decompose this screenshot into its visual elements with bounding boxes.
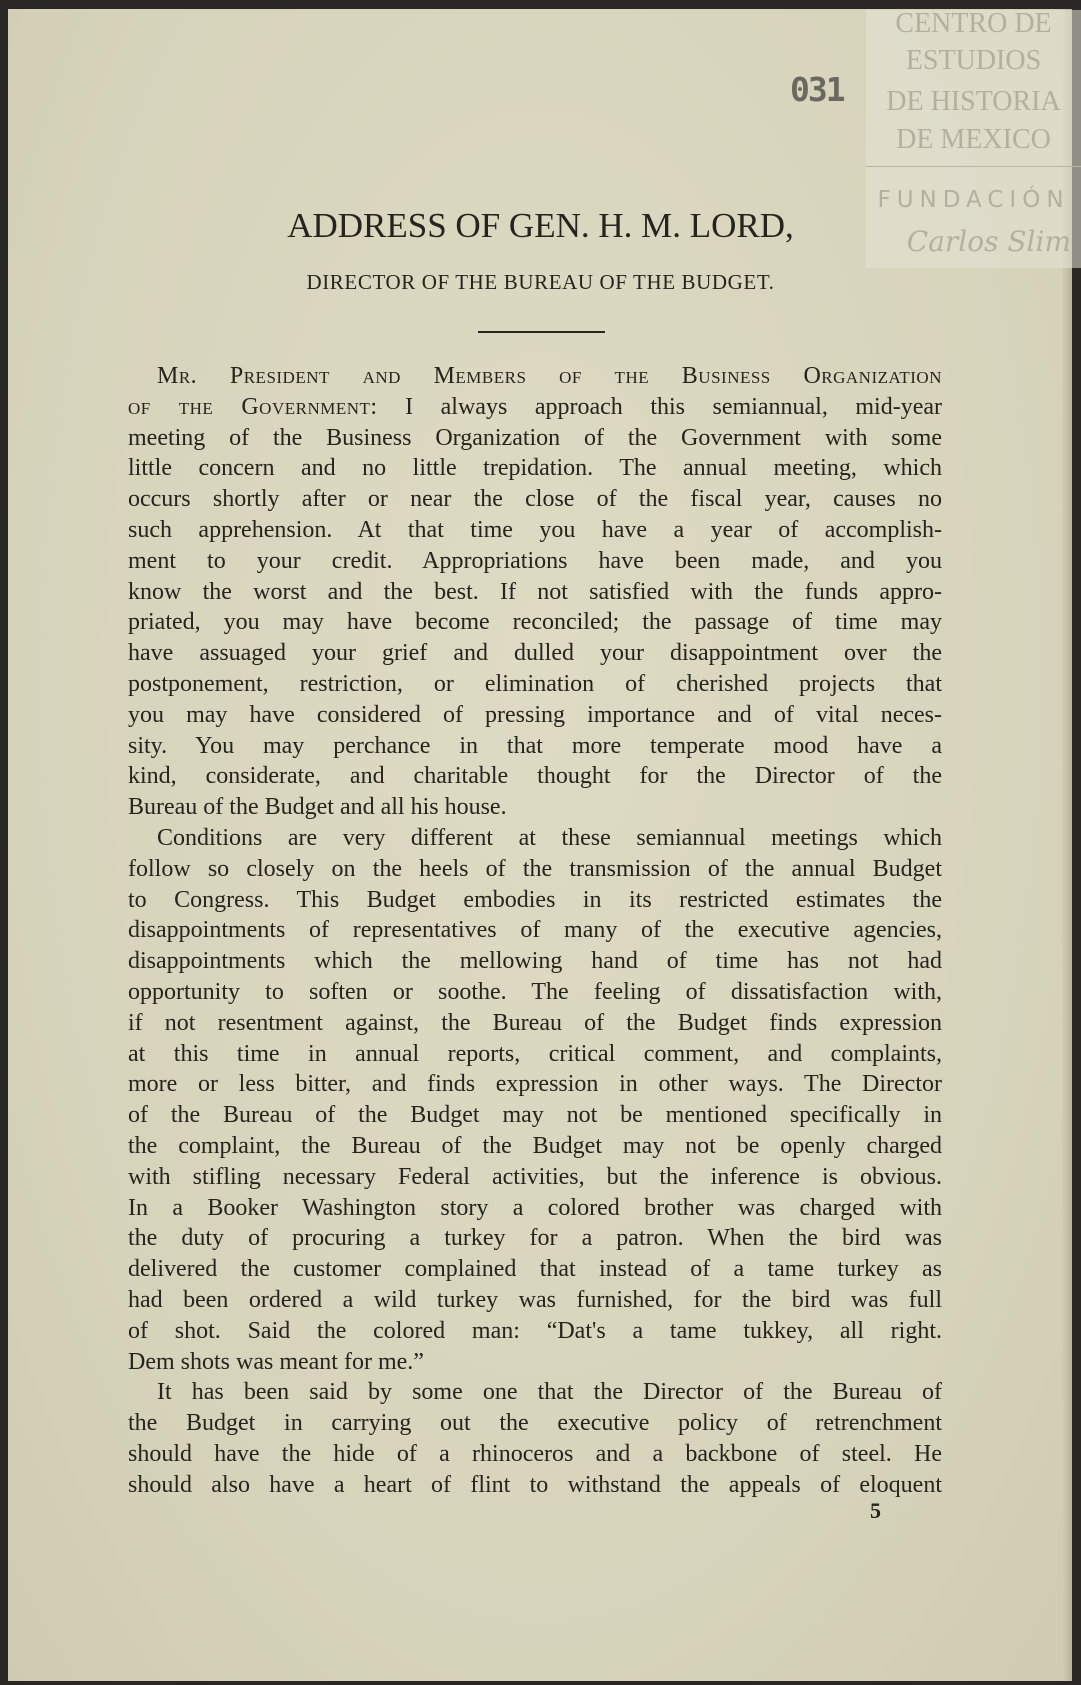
text-line: disappointments of representatives of many of the executive agencies, — [128, 917, 942, 944]
title-rule — [478, 331, 605, 333]
page-title: ADDRESS OF GEN. H. M. LORD, — [287, 206, 794, 245]
page-subtitle: DIRECTOR OF THE BUREAU OF THE BUDGET. — [306, 270, 775, 294]
text-line: In a Booker Washington story a colored brother was charged with — [128, 1194, 942, 1221]
watermark-line: ESTUDIOS — [905, 45, 1042, 76]
text-line: you may have considered of pressing importance and of vital neces- — [128, 701, 942, 728]
body-text — [128, 361, 942, 1500]
watermark-line: DE MEXICO — [896, 124, 1051, 155]
text-line: sity. You may perchance in that more temperate mood have a — [128, 732, 942, 759]
text-line: occurs shortly after or near the close of the fiscal year, causes no — [128, 486, 942, 513]
watermark-divider — [866, 166, 1081, 167]
text-line: such apprehension. At that time you have a year of accomplish- — [128, 516, 942, 543]
text-line: It has been said by some one that the Director of the Bureau of — [157, 1379, 942, 1406]
text-line: follow so closely on the heels of the transmission of the annual Budget — [128, 855, 942, 882]
text-line: have assuaged your grief and dulled your disappointment over the — [128, 640, 942, 667]
watermark-foundation: FUNDACIÓN — [877, 187, 1070, 213]
text-line: kind, considerate, and charitable thought for the Director of the — [128, 763, 942, 790]
text-line: to Congress. This Budget embodies in its restricted estimates the — [128, 886, 942, 913]
text-line: disappointments which the mellowing hand of time has not had — [128, 948, 942, 975]
text-line: priated, you may have become reconciled; the passage of time may — [128, 609, 942, 636]
text-line: the duty of procuring a turkey for a patron. When the bird was — [128, 1225, 942, 1252]
text-line: should have the hide of a rhinoceros and a backbone of steel. He — [128, 1440, 942, 1467]
text-line: delivered the customer complained that instead of a tame turkey as — [128, 1256, 942, 1283]
text-line: Mr. President and Members of the Business Organization — [157, 363, 942, 389]
text-line: Dem shots was meant for me.” — [128, 1348, 424, 1375]
page-number: 5 — [870, 1498, 881, 1523]
watermark-line: DE HISTORIA — [886, 86, 1061, 117]
paragraph — [128, 361, 942, 823]
paragraph — [128, 1377, 942, 1500]
paragraph-lines — [128, 423, 942, 823]
text-line: should also have a heart of flint to withstand the appeals of eloquent — [128, 1471, 942, 1498]
text-line: had been ordered a wild turkey was furnished, for the bird was full — [128, 1286, 942, 1313]
text-line: Bureau of the Budget and all his house. — [128, 794, 507, 821]
text-line: little concern and no little trepidation. The annual meeting, which — [128, 455, 942, 482]
text-line: know the worst and the best. If not satisfied with the funds appro- — [128, 578, 942, 605]
stamp-number: 031 — [790, 70, 844, 109]
text-line: at this time in annual reports, critical comment, and complaints, — [128, 1040, 942, 1067]
text-line: of the Bureau of the Budget may not be mentioned specifically in — [128, 1102, 942, 1129]
text-line: the Budget in carrying out the executive policy of retrenchment — [128, 1410, 942, 1437]
text-line: with stifling necessary Federal activities, but the inference is obvious. — [128, 1163, 942, 1190]
text-line: of shot. Said the colored man: “Dat's a tame tukkey, all right. — [128, 1317, 942, 1344]
text-line — [128, 392, 942, 423]
text-line: the complaint, the Bureau of the Budget may not be openly charged — [128, 1132, 942, 1159]
text-line: postponement, restriction, or elimination of cherished projects that — [128, 670, 942, 697]
text-line: Conditions are very different at these semiannual meetings which — [157, 824, 942, 851]
text-line: if not resentment against, the Bureau of the Budget finds expression — [128, 1009, 942, 1036]
salutation-rest: I always approach this semiannual, mid-year — [377, 393, 942, 420]
text-line: opportunity to soften or soothe. The feeling of dissatisfaction with, — [128, 978, 942, 1005]
salutation-caps: of the Government: — [128, 393, 378, 420]
watermark-line: CENTRO DE — [895, 8, 1052, 39]
text-line: meeting of the Business Organization of the Government with some — [128, 424, 942, 451]
text-line: ment to your credit. Appropriations have been made, and you — [128, 547, 942, 574]
watermark-signature: Carlos Slim — [906, 225, 1071, 258]
text-line: more or less bitter, and finds expression in other ways. The Director — [128, 1071, 942, 1098]
paragraph — [128, 823, 942, 1377]
